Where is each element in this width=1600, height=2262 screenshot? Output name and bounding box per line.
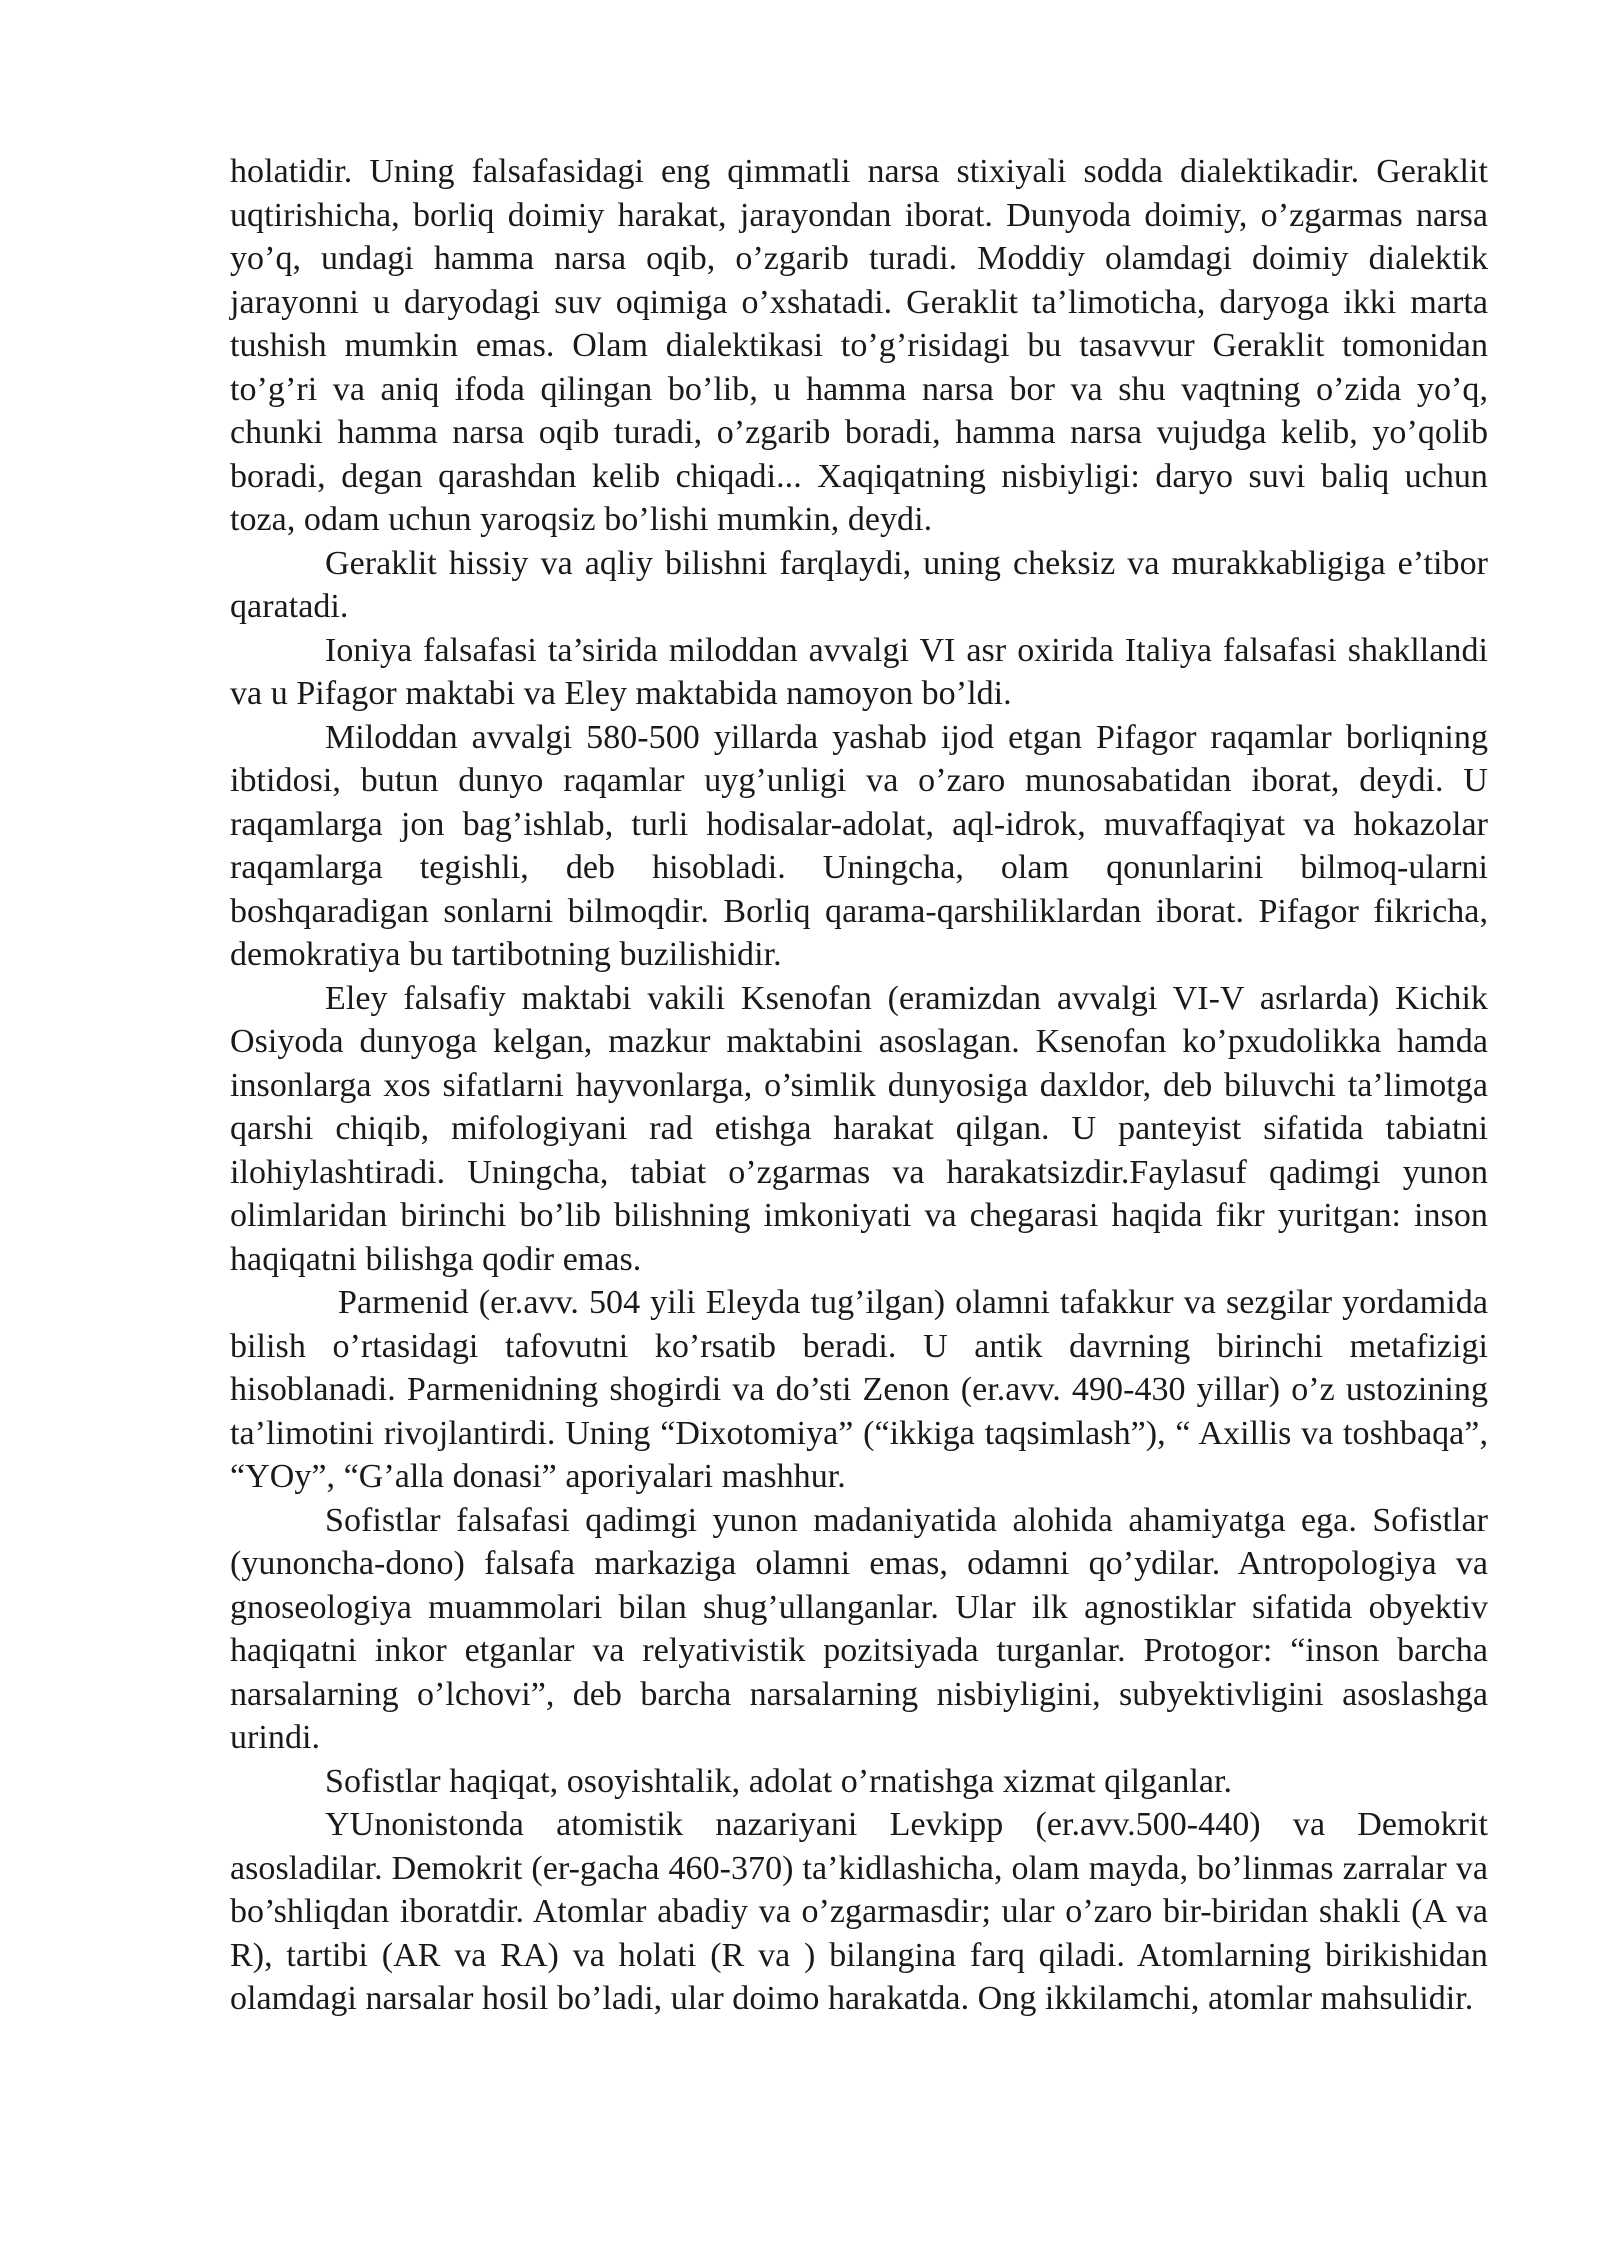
- paragraph-sofistlar: Sofistlar falsafasi qadimgi yunon madaniyatida alohida ahamiyatga ega. Sofistlar (yunoncha-dono) falsafa markaziga olamni emas, odamni qo’ydilar. Antropologiya va gnoseologiya muammolari bilan shug’ullanganlar. Ular ilk agnostiklar sifatida obyektiv haqiqatni inkor etganlar va relyativistik pozitsiyada turganlar. Protogor: “inson barcha narsalarning o’lchovi”, deb barcha narsalarning nisbiyligini, subyektivligini asoslashga urindi.: [230, 1501, 1488, 1756]
- paragraph-atomism: YUnonistonda atomistik nazariyani Levkipp (er.avv.500-440) va Demokrit asosladilar. Demokrit (er-gacha 460-370) ta’kidlashicha, olam mayda, bo’linmas zarralar va bo’shliqdan iboratdir. Atomlar abadiy va o’zgarmasdir; ular o’zaro bir-biridan shakli (A va R), tartibi (AR va RA) va holati (R va ) bilangina farq qiladi. Atomlarning birikishidan olamdagi narsalar hosil bo’ladi, ular doimo harakatda. Ong ikkilamchi, atomlar mahsulidir.: [230, 1806, 1488, 2017]
- paragraph-pifagor: Miloddan avvalgi 580-500 yillarda yashab ijod etgan Pifagor raqamlar borliqning ibtidosi, butun dunyo raqamlar uyg’unligi va o’zaro munosabatidan iborat, deydi. U raqamlarga jon bag’ishlab, turli hodisalar-adolat, aql-idrok, muvaffaqiyat va hokazolar raqamlarga tegishli, deb hisobladi. Uningcha, olam qonunlarini bilmoq-ularni boshqaradigan sonlarni bilmoqdir. Borliq qarama-qarshiliklardan iborat. Pifagor fikricha, demokratiya bu tartibotning buzilishidir.: [230, 718, 1488, 973]
- paragraph-sofistlar-service: Sofistlar haqiqat, osoyishtalik, adolat o’rnatishga xizmat qilganlar.: [325, 1762, 1233, 1800]
- paragraph-parmenid: Parmenid (er.avv. 504 yili Eleyda tug’ilgan) olamni tafakkur va sezgilar yordamida bilish o’rtasidagi tafovutni ko’rsatib beradi. U antik davrning birinchi metafizigi hisoblanadi. Parmenidning shogirdi va do’sti Zenon (er.avv. 490-430 yillar) o’z ustozining ta’limotini rivojlantirdi. Uning “Dixotomiya” (“ikkiga taqsimlash”), “ Axillis va toshbaqa”, “YOy”, “G’alla donasi” aporiyalari mashhur.: [230, 1284, 1488, 1495]
- paragraph-italian-philosophy: Ioniya falsafasi ta’sirida miloddan avvalgi VI asr oxirida Italiya falsafasi shakllandi va u Pifagor maktabi va Eley maktabida namoyon bo’ldi.: [230, 631, 1488, 712]
- paragraph-geraklit-cognition: Geraklit hissiy va aqliy bilishni farqlaydi, uning cheksiz va murakkabligiga e’tibor qaratadi.: [230, 544, 1488, 625]
- paragraph-ksenofan: Eley falsafiy maktabi vakili Ksenofan (eramizdan avvalgi VI-V asrlarda) Kichik Osiyoda dunyoga kelgan, mazkur maktabini asoslagan. Ksenofan ko’pxudolikka hamda insonlarga xos sifatlarni hayvonlarga, o’simlik dunyosiga daxldor, deb biluvchi ta’limotga qarshi chiqib, mifologiyani rad etishga harakat qilgan. U panteyist sifatida tabiatni ilohiylashtiradi. Uningcha, tabiat o’zgarmas va harakatsizdir.Faylasuf qadimgi yunon olimlaridan birinchi bo’lib bilishning imkoniyati va chegarasi haqida fikr yuritgan: inson haqiqatni bilishga qodir emas.: [230, 979, 1488, 1278]
- document-body: [230, 150, 1488, 2021]
- paragraph-geraklit-dialectics: holatidir. Uning falsafasidagi eng qimmatli narsa stixiyali sodda dialektikadir. Geraklit uqtirishicha, borliq doimiy harakat, jarayondan iborat. Dunyoda doimiy, o’zgarmas narsa yo’q, undagi hamma narsa oqib, o’zgarib turadi. Moddiy olamdagi doimiy dialektik jarayonni u daryodagi suv oqimiga o’xshatadi. Geraklit ta’limoticha, daryoga ikki marta tushish mumkin emas. Olam dialektikasi to’g’risidagi bu tasavvur Geraklit tomonidan to’g’ri va aniq ifoda qilingan bo’lib, u hamma narsa bor va shu vaqtning o’zida yo’q, chunki hamma narsa oqib turadi, o’zgarib boradi, hamma narsa vujudga kelib, yo’qolib boradi, degan qarashdan kelib chiqadi... Xaqiqatning nisbiyligi: daryo suvi baliq uchun toza, odam uchun yaroqsiz bo’lishi mumkin, deydi.: [230, 153, 1488, 538]
